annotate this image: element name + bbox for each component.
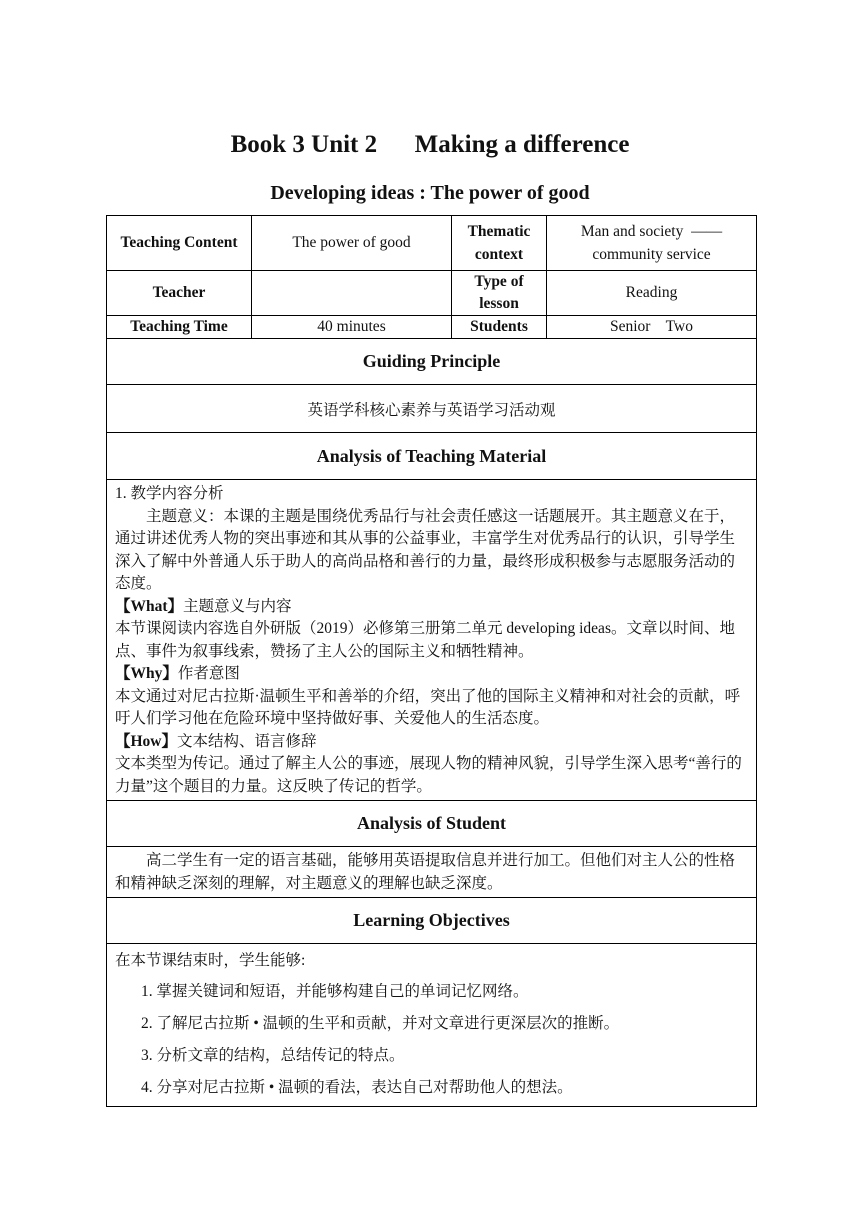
how-heading [115, 731, 750, 754]
teacher-label: Teacher [107, 271, 252, 316]
guiding-principle-text: 英语学科核心素养与英语学习活动观 [107, 385, 757, 433]
thematic-context-line1: Man and society —— [580, 223, 723, 240]
why-heading [115, 663, 750, 686]
thematic-context-line2: community service [592, 246, 711, 263]
thematic-context-value [547, 216, 757, 271]
how-tag: 【How】 [115, 732, 178, 750]
teaching-time-label: Teaching Time [107, 316, 252, 339]
info-row-teacher [107, 271, 757, 316]
what-text: 本节课阅读内容选自外研版（2019）必修第三册第二单元 developing ideas。文章以时间、地点、事件为叙事线索，赞扬了主人公的国际主义和牺牲精神。 [115, 620, 735, 660]
student-analysis-heading: Analysis of Student [107, 801, 757, 847]
student-analysis-body [107, 847, 757, 898]
lesson-plan-table [106, 215, 757, 1107]
why-text: 本文通过对尼古拉斯·温顿生平和善举的介绍，突出了他的国际主义精神和对社会的贡献，呼吁人们学习他在危险环境中坚持做好事、关爱他人的生活态度。 [115, 687, 741, 727]
teaching-material-heading: Analysis of Teaching Material [107, 433, 757, 480]
how-text: 文本类型为传记。通过了解主人公的事迹，展现人物的精神风貌，引导学生深入思考“善行的力量”这个题目的力量。这反映了传记的哲学。 [115, 755, 742, 795]
what-heading [115, 596, 750, 619]
document-title: Book 3 Unit 2 Making a difference [230, 131, 630, 158]
student-analysis-text: 高二学生有一定的语言基础，能够用英语提取信息并进行加工。但他们对主人公的性格和精神缺乏深刻的理解，对主题意义的理解也缺乏深度。 [115, 852, 736, 892]
what-tag: 【What】 [115, 597, 184, 615]
objective-item-4: 4. 分享对尼古拉斯 • 温顿的看法，表达自己对帮助他人的想法。 [141, 1079, 573, 1096]
type-of-lesson-label: Type of lesson [452, 271, 547, 316]
objective-item-2: 2. 了解尼古拉斯 • 温顿的生平和贡献，并对文章进行更深层次的推断。 [141, 1015, 620, 1032]
info-row-time [107, 316, 757, 339]
teaching-material-body [107, 480, 757, 801]
material-item-title: 1. 教学内容分析 [115, 485, 224, 502]
students-value: Senior Two [547, 316, 757, 339]
objectives-heading: Learning Objectives [107, 898, 757, 944]
document-subtitle: Developing ideas : The power of good [270, 182, 590, 204]
objective-item-1: 1. 掌握关键词和短语，并能够构建自己的单词记忆网络。 [141, 983, 529, 1000]
teaching-time-value: 40 minutes [252, 316, 452, 339]
teaching-content-value: The power of good [252, 216, 452, 271]
guiding-principle-heading: Guiding Principle [107, 339, 757, 385]
objectives-body [107, 944, 757, 1107]
why-tag: 【Why】 [115, 665, 178, 682]
teaching-content-label: Teaching Content [107, 216, 252, 271]
why-title: 作者意图 [177, 665, 240, 682]
how-title: 文本结构、语言修辞 [177, 732, 317, 750]
thematic-context-label: Thematic context [452, 216, 547, 271]
type-of-lesson-value: Reading [547, 271, 757, 316]
students-label: Students [452, 316, 547, 339]
teacher-value [252, 271, 452, 316]
objectives-intro: 在本节课结束时，学生能够: [115, 952, 306, 969]
objective-item-3: 3. 分析文章的结构，总结传记的特点。 [141, 1047, 405, 1064]
theme-paragraph: 主题意义：本课的主题是围绕优秀品行与社会责任感这一话题展开。其主题意义在于，通过讲述优秀人物的突出事迹和其从事的公益事业，丰富学生对优秀品行的认识，引导学生深入了解中外普通人乐于助人的高尚品格和善行的力量，最终形成积极参与志愿服务活动的态度。 [115, 507, 736, 592]
what-title: 主题意义与内容 [183, 597, 292, 615]
info-row-content [107, 216, 757, 271]
